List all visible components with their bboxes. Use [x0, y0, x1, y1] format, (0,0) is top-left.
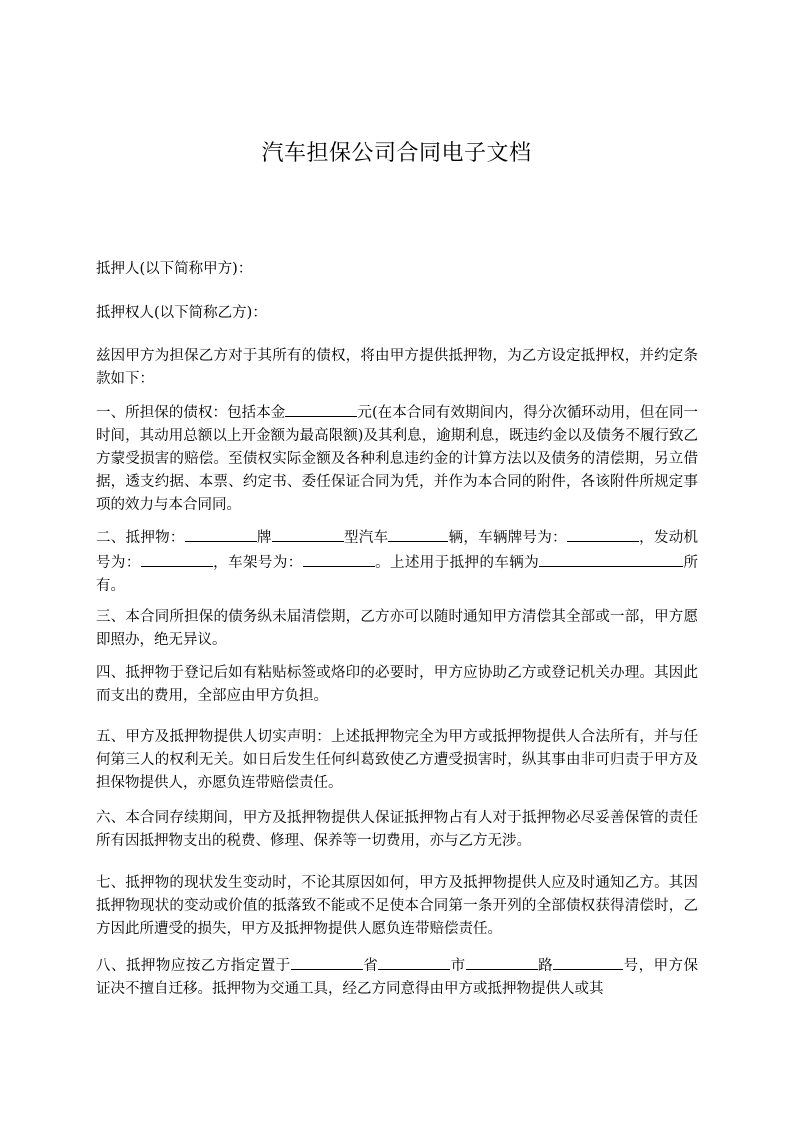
pledgee-line: 抵押权人(以下简称乙方)：: [96, 305, 267, 321]
clause-5-paragraph: 五、甲方及抵押物提供人切实声明：上述抵押物完全为甲方或抵押物提供人合法所有，并与任何第三人的权利无关。如日后发生任何纠葛致使乙方遭受损害时，纵其事由非可归责于甲方及担保物提供人，亦愿负连带赔偿责任。: [96, 729, 698, 791]
clause-2-text-c: 型汽车: [343, 530, 389, 546]
vehicle-count-blank[interactable]: [388, 525, 448, 542]
clause-1-text-a: 一、所担保的债权：包括本金: [96, 405, 286, 421]
clause-8-text-b: 省: [362, 958, 379, 974]
owner-name-blank-b[interactable]: [623, 550, 683, 567]
clause-4-paragraph: 四、抵押物于登记后如有粘贴标签或烙印的必要时，甲方应协助乙方或登记机关办理。其因此而支出的费用，全部应由甲方负担。: [96, 665, 698, 704]
province-blank[interactable]: [291, 953, 363, 970]
vehicle-model-blank[interactable]: [272, 525, 344, 542]
clause-1-paragraph: [96, 400, 698, 517]
city-blank[interactable]: [378, 953, 450, 970]
street-number-blank[interactable]: [553, 953, 623, 970]
clause-2-text-h: 所有。: [96, 555, 699, 594]
clause-8-text-d: 路: [537, 958, 554, 974]
clause-3-paragraph: 三、本合同所担保的债务纵未届清偿期，乙方亦可以随时通知甲方清偿其全部或一部，甲方愿即照办，绝无异议。: [96, 609, 698, 648]
clause-1-text-b: 元(在本合同有效期间内，得分次循环动用，但在同一时间，其动用总额以上开金额为最高限额)及其利息，逾期利息，既违约金以及债务不履行致乙方蒙受损害的赔偿。至债权实际金额及各种利息违约金的计算方法以及债务的清偿期，另立借据，透支约据、本票、约定书、委任保证合同为凭，并作为本合同的附件，各该附件所规定事项的效力与本合同同。: [96, 405, 699, 513]
clause-2-text-e: ，发动机号为：: [96, 530, 699, 571]
clause-2-text-b: 牌: [256, 530, 272, 546]
clause-2-text-f: ，车架号为：: [212, 555, 303, 571]
document-title: 汽车担保公司合同电子文档: [261, 141, 532, 166]
engine-number-blank[interactable]: [141, 550, 213, 567]
clause-7-paragraph: 七、抵押物的现状发生变动时，不论其原因如何，甲方及抵押物提供人应及时通知乙方。其因抵押物现状的变动或价值的抵落致不能或不足使本合同第一条开列的全部债权获得清偿时，乙方因此所遭受的损失，甲方及抵押物提供人愿负连带赔偿责任。: [96, 875, 698, 937]
owner-name-blank-a[interactable]: [539, 550, 623, 567]
vehicle-brand-blank[interactable]: [185, 525, 257, 542]
clause-6-paragraph: 六、本合同存续期间，甲方及抵押物提供人保证抵押物占有人对于抵押物必尽妥善保管的责任所有因抵押物支出的税费、修理、保养等一切费用，亦与乙方无涉。: [96, 810, 698, 849]
plate-number-blank[interactable]: [567, 525, 639, 542]
clause-2-text-a: 二、抵押物：: [96, 530, 185, 546]
clause-8-text-c: 市: [450, 958, 466, 974]
clause-8-text-e: 号，甲方保证决不擅自迁移。抵押物为交通工具，经乙方同意得由甲方或抵押物提供人或其: [96, 958, 699, 997]
principal-amount-blank[interactable]: [285, 400, 357, 417]
clause-2-text-d: 辆，车辆牌号为：: [448, 530, 567, 546]
clause-8-text-a: 八、抵押物应按乙方指定置于: [96, 958, 291, 974]
clause-2-paragraph: [96, 525, 698, 598]
pledgor-line: 抵押人(以下简称甲方)：: [96, 261, 253, 277]
preamble-paragraph: 兹因甲方为担保乙方对于其所有的债权，将由甲方提供抵押物，为乙方设定抵押权，并约定条款如下：: [96, 348, 698, 387]
frame-number-blank[interactable]: [303, 550, 375, 567]
road-blank[interactable]: [466, 953, 538, 970]
clause-8-paragraph: [96, 953, 698, 1001]
clause-2-text-g: 。上述用于抵押的车辆为: [374, 555, 540, 571]
